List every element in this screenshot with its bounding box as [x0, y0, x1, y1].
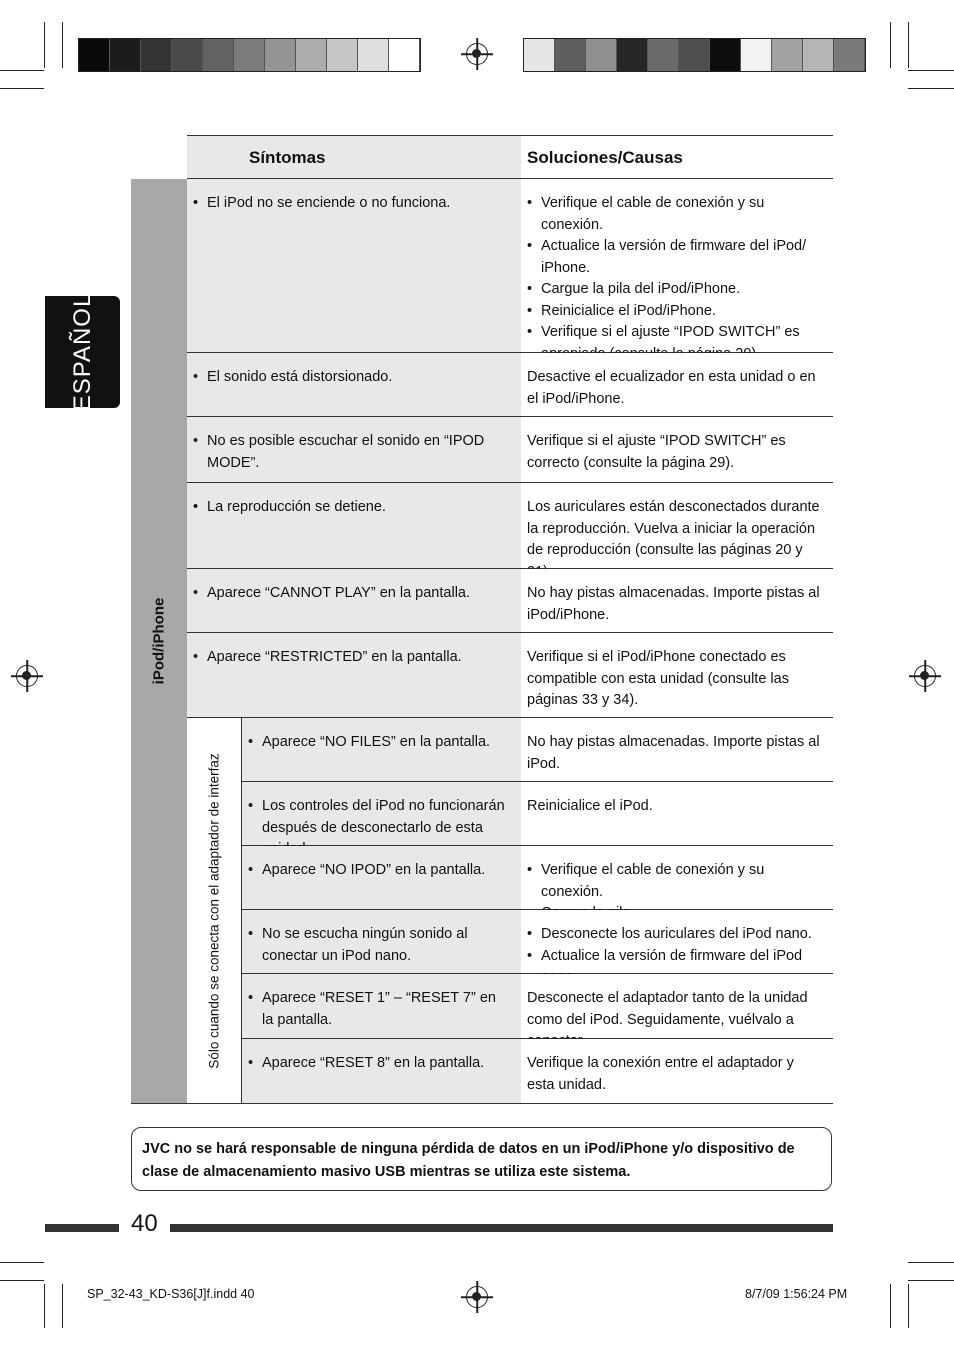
crop-mark: [0, 1280, 44, 1281]
header-symptoms-label: Síntomas: [249, 148, 326, 167]
solution-text: Desconecte el adaptador tanto de la unidad como del iPod. Seguidamente, vuélvalo a: [527, 990, 808, 1028]
symptom-text: • Los controles del iPod no funcionarán después de desconectarlo de esta: [248, 796, 515, 861]
category-label: iPod/iPhone: [150, 597, 168, 685]
solution-cell: [521, 353, 833, 416]
symptom-text: • Aparece “CANNOT PLAY” en la pantalla.: [193, 583, 513, 605]
color-calibration-bar-right: [523, 38, 866, 72]
solution-cell: [521, 179, 833, 352]
color-swatch: [617, 39, 648, 71]
solution-cell: [521, 417, 833, 482]
symptom-cell: [187, 417, 521, 482]
page-number: 40: [131, 1210, 158, 1237]
symptom-cell: [187, 483, 521, 568]
solution-cell: [521, 483, 833, 568]
color-swatch: [203, 39, 234, 71]
color-swatch: [141, 39, 172, 71]
symptom-text: • Aparece “NO IPOD” en la pantalla.: [248, 860, 513, 882]
color-swatch: [772, 39, 803, 71]
color-swatch: [79, 39, 110, 71]
table-row: [187, 179, 833, 353]
symptom-cell: [242, 974, 521, 1038]
solution-text: • Desconecte los auriculares del iPod nano.: [527, 924, 829, 946]
solution-cell: [521, 718, 833, 781]
page-rule-right: [170, 1224, 833, 1232]
crop-mark: [0, 1262, 44, 1263]
table-header-solutions: [521, 135, 833, 179]
solution-text: Reinicialice el iPod.: [527, 798, 653, 814]
symptom-cell: [242, 718, 521, 781]
color-swatch: [834, 39, 865, 71]
table-row: [187, 569, 833, 633]
symptom-cell: [242, 782, 521, 845]
color-swatch: [710, 39, 741, 71]
subcategory-column: [187, 718, 242, 1104]
crop-mark: [44, 1284, 45, 1328]
crop-mark: [908, 1280, 954, 1281]
color-swatch: [803, 39, 834, 71]
color-swatch: [586, 39, 617, 71]
registration-mark-icon: [466, 1286, 488, 1308]
color-swatch: [172, 39, 203, 71]
symptom-cell: [242, 846, 521, 909]
crop-mark: [62, 1284, 63, 1328]
solution-text: Verifique si el ajuste “IPOD SWITCH” es correcto (consulte la página 29).: [527, 433, 786, 471]
symptom-text: • Aparece “RESTRICTED” en la pantalla.: [193, 647, 513, 669]
page-rule-left: [45, 1224, 119, 1232]
symptom-cell: [187, 633, 521, 717]
table-row: [242, 846, 833, 910]
solution-cell: [521, 974, 833, 1038]
color-swatch: [555, 39, 586, 71]
crop-mark: [908, 22, 909, 68]
solution-text: • Verifique si el ajuste “IPOD SWITCH” es: [527, 322, 825, 365]
solution-text: • Verifique el cable de conexión y su conexión.: [527, 860, 825, 903]
crop-mark: [62, 22, 63, 68]
header-solutions-label: Soluciones/Causas: [527, 148, 683, 167]
symptom-text: • La reproducción se detiene.: [193, 497, 513, 519]
table-row: [242, 910, 833, 974]
crop-mark: [908, 70, 954, 71]
troubleshooting-table: [131, 135, 833, 1104]
solution-text: No hay pistas almacenadas. Importe pistas al iPod/iPhone.: [527, 585, 820, 623]
solution-text: Verifique la conexión entre el adaptador y esta unidad.: [527, 1055, 794, 1093]
table-row: [242, 974, 833, 1039]
solution-cell: [521, 1039, 833, 1103]
color-swatch: [524, 39, 555, 71]
symptom-cell: [242, 1039, 521, 1103]
solution-text: • Actualice la versión de firmware del iPod/ iPhone.: [527, 236, 825, 279]
crop-mark: [908, 1284, 909, 1328]
liability-notice-text: JVC no se hará responsable de ninguna pérdida de datos en un iPod/iPhone y/o dispositivo de clase de almacenamiento masivo USB mientras se utiliza este sistema.: [142, 1141, 795, 1180]
registration-mark-icon: [16, 665, 38, 687]
solution-text: No hay pistas almacenadas. Importe pistas al iPod.: [527, 734, 820, 772]
crop-mark: [0, 88, 44, 89]
subcategory-label: Sólo cuando se conecta con el adaptador de interfaz: [206, 752, 222, 1069]
color-calibration-bar-left: [78, 38, 421, 72]
color-swatch: [358, 39, 389, 71]
registration-mark-icon: [466, 43, 488, 65]
solution-cell: [521, 782, 833, 845]
color-swatch: [234, 39, 265, 71]
footer-timestamp: 8/7/09 1:56:24 PM: [745, 1287, 848, 1301]
crop-mark: [890, 1284, 891, 1328]
solution-text: • Cargue la pila del iPod/iPhone.: [527, 279, 825, 301]
symptom-cell: [242, 910, 521, 973]
table-header-symptoms: [187, 135, 521, 179]
symptom-cell: [187, 353, 521, 416]
symptom-text: • No se escucha ningún sonido al conectar un iPod nano.: [248, 924, 513, 967]
solution-cell: [521, 846, 833, 909]
crop-mark: [908, 88, 954, 89]
symptom-text: • El iPod no se enciende o no funciona.: [193, 193, 513, 215]
table-row: [242, 718, 833, 782]
language-tab-label: ESPAÑOL: [68, 292, 96, 412]
solution-text: Desactive el ecualizador en esta unidad o en el iPod/iPhone.: [527, 369, 816, 407]
color-swatch: [265, 39, 296, 71]
solution-cell: [521, 910, 833, 973]
table-row: [242, 1039, 833, 1104]
color-swatch: [389, 39, 420, 71]
footer-file-info: SP_32-43_KD-S36[J]f.indd 40: [87, 1287, 255, 1301]
solution-text: • Actualice la versión de firmware del iPod: [527, 946, 829, 989]
color-swatch: [741, 39, 772, 71]
solution-text: • Verifique el cable de conexión y su conexión.: [527, 193, 825, 236]
table-row: [187, 353, 833, 417]
symptom-text: • Aparece “NO FILES” en la pantalla.: [248, 732, 513, 754]
color-swatch: [110, 39, 141, 71]
symptom-text: • El sonido está distorsionado.: [193, 367, 513, 389]
crop-mark: [0, 70, 44, 71]
table-row: [242, 782, 833, 846]
color-swatch: [679, 39, 710, 71]
symptom-text: • No es posible escuchar el sonido en “IPOD MODE”.: [193, 431, 501, 474]
table-row: [187, 417, 833, 483]
crop-mark: [908, 1262, 954, 1263]
solution-cell: [521, 569, 833, 632]
color-swatch: [327, 39, 358, 71]
crop-mark: [890, 22, 891, 68]
color-swatch: [648, 39, 679, 71]
liability-notice: [131, 1127, 832, 1191]
table-row: [187, 633, 833, 718]
registration-mark-icon: [914, 665, 936, 687]
color-swatch: [296, 39, 327, 71]
crop-mark: [44, 22, 45, 68]
solution-text: Verifique si el iPod/iPhone conectado es compatible con esta unidad (consulte las páginas 33 y 34).: [527, 649, 789, 708]
table-row: [187, 483, 833, 569]
symptom-cell: [187, 179, 521, 352]
symptom-cell: [187, 569, 521, 632]
symptom-text: • Aparece “RESET 1” – “RESET 7” en la pantalla.: [248, 988, 501, 1031]
solution-cell: [521, 633, 833, 717]
solution-text: Los auriculares están desconectados durante la reproducción. Vuelva a iniciar la operación de reproducción (consulte las páginas 20 y: [527, 499, 820, 558]
category-column: [131, 179, 187, 1104]
solution-text: • Reinicialice el iPod/iPhone.: [527, 301, 825, 323]
language-tab: [45, 292, 120, 412]
symptom-text: • Aparece “RESET 8” en la pantalla.: [248, 1053, 513, 1075]
